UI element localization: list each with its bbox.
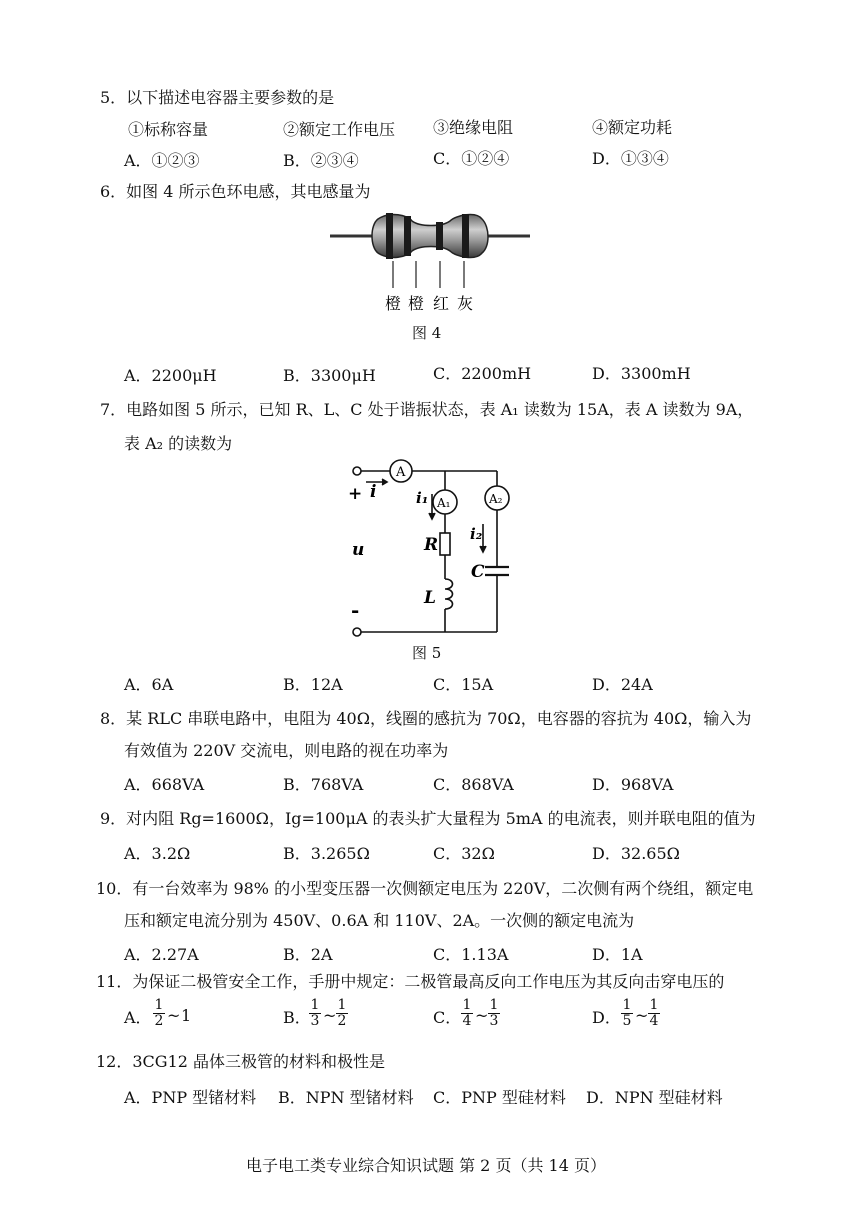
q6-option-c: C．2200mH — [433, 364, 532, 383]
ammeter-a2-label: A₂ — [489, 492, 503, 506]
fraction-denominator: 2 — [337, 1013, 347, 1029]
q8-stem-line-1: 8．某 RLC 串联电路中，电阻为 40Ω，线圈的感抗为 70Ω，电容器的容抗为 40Ω，输入为 — [100, 709, 752, 728]
q6-option-d: D．3300mH — [592, 364, 691, 383]
figure-5-caption: 图 5 — [412, 644, 442, 662]
q12-option-b: B．NPN 型锗材料 — [278, 1088, 414, 1107]
fraction-denominator: 4 — [462, 1013, 472, 1029]
ammeter-main-label: A — [396, 465, 406, 480]
voltage-u-label: u — [352, 540, 365, 560]
plus-sign: + — [348, 484, 363, 504]
q6-option-b: B．3300μH — [283, 366, 376, 385]
q9-option-b: B．3.265Ω — [283, 844, 370, 863]
q7-stem-line-1: 7．电路如图 5 所示，已知 R、L、C 处于谐振状态，表 A₁ 读数为 15A，表 A 读数为 9A， — [100, 400, 754, 419]
fraction-numerator: 1 — [649, 997, 659, 1013]
current-i-label: i — [370, 482, 377, 502]
fraction-numerator: 1 — [154, 997, 164, 1013]
q11-option-c-fraction-high — [488, 998, 500, 1029]
current-i2-label: i₂ — [470, 525, 483, 543]
resistor-r-label: R — [424, 535, 439, 555]
q5-item-4: ④额定功耗 — [592, 118, 673, 137]
q12-option-c: C．PNP 型硅材料 — [433, 1088, 566, 1107]
q10-stem-line-2: 压和额定电流分别为 450V、0.6A 和 110V、2A。一次侧的额定电流为 — [124, 911, 635, 930]
q8-stem-line-2: 有效值为 220V 交流电，则电路的视在功率为 — [124, 741, 449, 760]
q10-option-a: A．2.27A — [124, 945, 199, 964]
q11-option-b-fraction-low — [309, 998, 321, 1029]
minus-sign: - — [351, 598, 360, 622]
q11-option-d-fraction-high — [648, 998, 660, 1029]
q11-option-c-letter: C． — [433, 1008, 462, 1027]
q12-option-a: A．PNP 型锗材料 — [124, 1088, 257, 1107]
q12-stem: 12．3CG12 晶体三极管的材料和极性是 — [96, 1052, 386, 1071]
q11-option-a-fraction — [153, 998, 165, 1029]
q11-option-d-letter: D． — [592, 1008, 621, 1027]
q11-option-b-tilde: ~ — [323, 1006, 337, 1025]
q11-option-b-letter: B． — [283, 1008, 311, 1027]
q11-option-a-tilde: ~ — [167, 1006, 181, 1025]
inductor-l-label: L — [424, 588, 436, 608]
q7-stem-line-2: 表 A₂ 的读数为 — [124, 434, 233, 453]
q9-option-d: D．32.65Ω — [592, 844, 680, 863]
current-i1-label: i₁ — [416, 489, 429, 507]
circuit-figure-5 — [340, 455, 520, 640]
q11-option-c-fraction-low — [461, 998, 473, 1029]
fraction-denominator: 4 — [649, 1013, 659, 1029]
q11-option-d-tilde: ~ — [635, 1006, 649, 1025]
fraction-numerator: 1 — [310, 997, 320, 1013]
fraction-denominator: 5 — [622, 1013, 632, 1029]
band-label-1: 橙 — [385, 294, 402, 313]
q6-option-a: A．2200μH — [124, 366, 217, 385]
q5-option-a: A．①②③ — [124, 151, 200, 170]
fraction-numerator: 1 — [622, 997, 632, 1013]
inductor-band-3 — [436, 222, 443, 250]
band-label-3: 红 — [433, 294, 450, 313]
inductor-band-4 — [462, 214, 469, 258]
q10-option-d: D．1A — [592, 945, 643, 964]
q7-option-d: D．24A — [592, 675, 653, 694]
q11-option-a-upper: 1 — [181, 1006, 192, 1025]
q7-option-c: C．15A — [433, 675, 494, 694]
fraction-numerator: 1 — [462, 997, 472, 1013]
q9-stem: 9．对内阻 Rg=1600Ω，Ig=100μA 的表头扩大量程为 5mA 的电流表，则并联电阻的值为 — [100, 809, 756, 828]
q5-item-3: ③绝缘电阻 — [433, 118, 514, 137]
q7-option-a: A．6A — [124, 675, 174, 694]
q8-option-d: D．968VA — [592, 775, 674, 794]
color-ring-inductor-figure — [330, 205, 530, 315]
band-label-4: 灰 — [457, 294, 474, 313]
ammeter-a1-label: A₁ — [437, 496, 451, 510]
q8-option-a: A．668VA — [124, 775, 205, 794]
q11-option-b-fraction-high — [336, 998, 348, 1029]
fraction-denominator: 3 — [489, 1013, 499, 1029]
q8-option-c: C．868VA — [433, 775, 514, 794]
q9-option-a: A．3.2Ω — [124, 844, 191, 863]
input-terminal-top — [353, 467, 361, 475]
q10-option-b: B．2A — [283, 945, 333, 964]
fraction-numerator: 1 — [337, 997, 347, 1013]
q10-stem-line-1: 10．有一台效率为 98% 的小型变压器一次侧额定电压为 220V，二次侧有两个绕组，额定电 — [96, 879, 754, 898]
input-terminal-bottom — [353, 628, 361, 636]
q6-stem: 6．如图 4 所示色环电感，其电感量为 — [100, 182, 371, 201]
fraction-numerator: 1 — [489, 997, 499, 1013]
q11-option-d-fraction-low — [621, 998, 633, 1029]
q5-item-1: ①标称容量 — [128, 120, 209, 139]
q11-stem: 11．为保证二极管安全工作，手册中规定：二极管最高反向工作电压为其反向击穿电压的 — [96, 972, 725, 991]
band-label-2: 橙 — [408, 294, 425, 313]
figure-4-caption: 图 4 — [412, 324, 442, 342]
inductor-band-2 — [404, 216, 411, 256]
q5-option-b: B．②③④ — [283, 151, 359, 170]
page-footer: 电子电工类专业综合知识试题 第 2 页（共 14 页） — [246, 1156, 606, 1175]
q12-option-d: D．NPN 型硅材料 — [586, 1088, 723, 1107]
q11-option-a-letter: A． — [124, 1008, 152, 1027]
fraction-denominator: 2 — [154, 1013, 164, 1029]
q9-option-c: C．32Ω — [433, 844, 495, 863]
q11-option-c-tilde: ~ — [475, 1006, 489, 1025]
q5-item-2: ②额定工作电压 — [283, 120, 396, 139]
q5-option-c: C．①②④ — [433, 149, 510, 168]
q10-option-c: C．1.13A — [433, 945, 509, 964]
resistor-r — [440, 533, 450, 555]
fraction-denominator: 3 — [310, 1013, 320, 1029]
q5-option-d: D．①③④ — [592, 149, 669, 168]
q8-option-b: B．768VA — [283, 775, 364, 794]
inductor-band-1 — [386, 213, 393, 259]
q7-option-b: B．12A — [283, 675, 343, 694]
q5-stem: 5．以下描述电容器主要参数的是 — [100, 88, 335, 107]
inductor-l — [445, 579, 453, 609]
capacitor-c-label: C — [471, 562, 485, 582]
